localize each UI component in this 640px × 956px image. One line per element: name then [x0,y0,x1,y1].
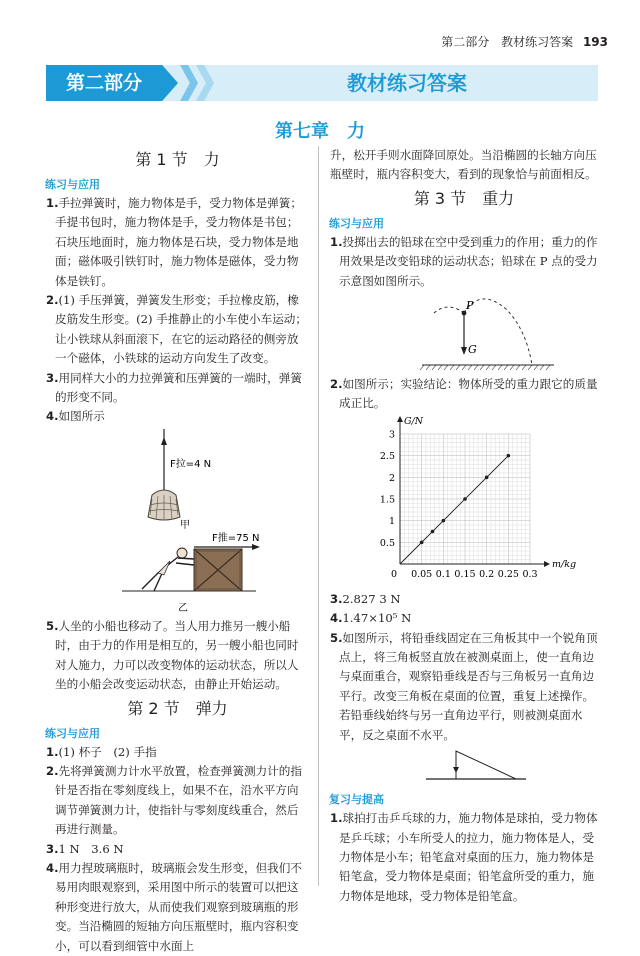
y-tick-label: 2.5 [379,451,395,463]
answer-item [46,859,309,956]
answer-item [330,609,598,628]
item-number: 1. [46,196,59,210]
data-point [442,519,446,523]
column-divider [318,146,319,886]
item-number: 1. [46,744,59,759]
data-point [463,497,467,501]
shotput-diagram [330,293,598,373]
left-column [46,146,309,956]
item-text: 用力捏玻璃瓶时，玻璃瓶会发生形变，但我们不易用肉眼观察到，采用图中所示的装置可以把这种形变进行放大，从而使我们观察到玻璃瓶的形变。当沿椭圆的短轴方向压瓶壁时，瓶内容积变小，可以看到细管中水面上 [55,860,302,953]
data-point [431,530,435,534]
item-number: 4. [46,409,59,424]
figure-caption: 乙 [178,602,188,614]
item-number: 1. [330,234,343,249]
continued-text [330,146,598,185]
subsection-label: 复习与提高 [329,793,384,807]
force-label: G [468,343,477,357]
running-header [441,33,608,50]
item-text: 人坐的小船也移动了。当人用力推另一艘小船时，由于力的作用是相互的，另一艘小船也同时对人施力，力可以改变物体的运动状态，所以人坐的小船会改变运动状态，由静止开始运动。 [55,618,299,692]
x-tick-label: 0.3 [522,568,538,580]
x-tick-label: 0.2 [479,568,495,580]
page-number: 193 [582,35,608,49]
answer-item [330,590,598,609]
lamp-illustration [46,429,309,529]
item-text: 2.827 3 N [342,591,401,606]
chapter-title: 第七章 力 [275,121,365,142]
item-number: 5. [46,618,59,633]
answer-item [46,743,309,762]
item-text: 1.47×10⁵ N [342,611,412,626]
figure-shotput [330,293,598,373]
answer-item [330,629,598,745]
figure-plumb-line [330,747,598,789]
item-text: 1 N 3.6 N [58,841,124,856]
data-point [420,540,424,544]
x-tick-label: 0 [390,568,398,580]
item-number: 4. [46,860,59,875]
item-text: (1) 杯子 (2) 手指 [58,744,157,759]
weight-mass-chart [330,416,598,588]
answer-item [46,369,309,408]
subsection-label: 练习与应用 [329,216,384,230]
y-axis-arrow-icon [397,416,403,422]
plumb-line-diagram [330,747,598,789]
item-number: 2. [46,293,59,308]
item-text: (1) 手压弹簧，弹簧发生形变；手拉橡皮筋，橡皮筋发生形变。(2) 手推静止的小车使小车运动；让小铁球从斜面滚下，在它的运动路径的侧旁放一个磁体，小铁球的运动方向发生了改变。 [55,293,307,366]
figure-caption: 甲 [180,519,190,529]
figure-lamp [46,429,309,529]
item-text: 投掷出去的铅球在空中受到重力的作用；重力的作用效果是改变铅球的运动状态；铅球在 P 点的受力示意图如图所示。 [339,234,598,288]
answer-item [46,407,309,426]
item-number: 2. [46,763,59,778]
banner-part-label: 第二部分 [65,72,142,94]
answer-item [46,840,309,859]
y-tick-label: 3 [388,429,395,441]
part-banner [46,65,598,101]
force-label: F拉=4 N [170,458,212,470]
force-label: F推=75 N [212,532,260,544]
item-number: 3. [46,370,59,385]
answer-item [46,617,309,695]
item-text: 如图所示 [58,409,105,424]
item-number: 5. [330,630,343,645]
x-tick-label: 0.1 [435,568,451,580]
y-axis-label: G/N [404,415,424,427]
header-subtitle: 教材练习答案 [501,35,574,49]
section-title: 第 2 节 弹力 [127,698,228,718]
answer-item [46,291,309,369]
push-box-illustration [46,531,309,615]
answer-item [46,762,309,840]
header-section: 第二部分 [441,35,490,49]
y-tick-label: 2 [388,472,395,484]
item-number: 3. [330,591,343,606]
item-text: 球拍打击乒乓球的力，施力物体是球拍，受力物体是乒乓球；小车所受人的拉力，施力物体是人，受力物体是小车；铅笔盒对桌面的压力，施力物体是铅笔盒，受力物体是桌面；铅笔盒所受的重力，施力物体是地球，受力物体是铅笔盒。 [339,811,598,903]
y-tick-label: 1 [388,516,395,528]
item-number: 4. [330,611,343,626]
item-text: 如图所示；实验结论：物体所受的重力跟它的质量成正比。 [339,377,598,411]
item-number: 3. [46,841,59,856]
y-tick-label: 0.5 [379,537,395,549]
x-axis-arrow-icon [544,561,550,567]
item-text: 手拉弹簧时，施力物体是手，受力物体是弹簧；手提书包时，施力物体是手，受力物体是书包；石块压地面时，施力物体是石块，受力物体是地面；磁体吸引铁钉时，施力物体是磁体，受力物体是铁钉。 [55,196,302,288]
answer-item [330,233,598,291]
x-axis-label: m/kg [552,558,577,570]
answer-item [46,194,309,291]
right-column [330,146,598,906]
fit-line [400,456,508,564]
item-number: 1. [330,811,343,826]
point-label: P [466,299,474,313]
chart-figure [330,416,598,588]
data-point [485,475,489,479]
y-tick-label: 1.5 [379,494,395,506]
section-title: 第 1 节 力 [135,150,220,169]
item-number: 2. [330,377,343,392]
figure-push-box [46,531,309,615]
data-point [507,454,511,458]
subsection-label: 练习与应用 [45,178,100,191]
section-title: 第 3 节 重力 [413,188,515,208]
x-tick-label: 0.05 [411,568,433,580]
item-text: 先将弹簧测力计水平放置，检查弹簧测力计的指针是否指在零刻度线上，如果不在，沿水平方向调节弹簧测力计，使指针与零刻度线重合，然后再进行测量。 [55,763,302,837]
item-text: 用同样大小的力拉弹簧和压弹簧的一端时，弹簧的形变不同。 [55,370,302,405]
item-text: 升，松开手则水面降回原处。当沿椭圆的长轴方向压瓶壁时，瓶内容积变大，看到的现象恰与前面相反。 [330,148,597,182]
subsection-label: 练习与应用 [45,726,100,740]
answer-item [330,375,598,414]
banner-title: 教材练习答案 [347,71,467,95]
answer-item [330,809,598,906]
item-text: 如图所示，将铅垂线固定在三角板其中一个锐角顶点上，将三角板竖直放在被测桌面上，使一直角边与桌面重合，观察铅垂线是否与三角板另一直角边平行。改变三角板在桌面的位置，重复上述操作。若铅垂线始终与另一直角边平行，则被测桌面水平，反之桌面不水平。 [339,630,598,742]
x-tick-label: 0.25 [497,568,519,580]
x-tick-label: 0.15 [454,568,476,580]
